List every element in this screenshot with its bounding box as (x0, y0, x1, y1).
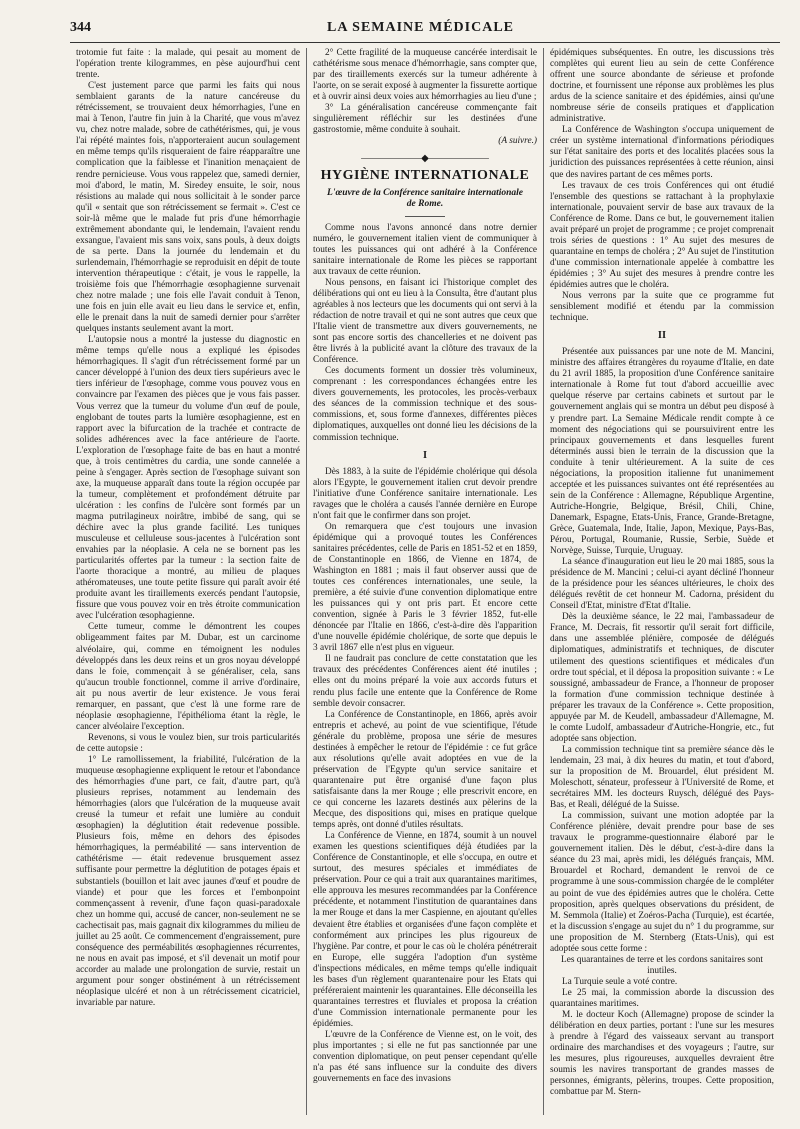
paragraph: L'autopsie nous a montré la justesse du diagnostic en même temps qu'elle nous a expliqué les épisodes hémorrhagiques. Il s'agit d'un rétrécissement formé par un cancer développé à l'union des deux tiers supérieurs avec le tiers inférieur de l'œsophage, comme vous pouvez vous en convaincre par l'examen des pièces que je vous fais passer. Vous verrez que la tumeur du volume d'un œuf de poule, englobant de toutes parts la lumière œsophagienne, est en rapport avec la bifurcation de la trachée et contracte de solides adhérences avec la face antérieure de l'aorte. L'exploration de l'œsophage faite de bas en haut a montré que, à trois centimètres du cardia, une sonde cannelée a peine à s'engager. Après section de l'œsophage suivant son axe, la muqueuse apparaît dans toute la région occupée par la tumeur, complètement et profondément détruite par ulcération : les confins de l'ulcère sont formés par un magma putrilagineux noirâtre, imbibé de sang, qui se déchire avec la plus grande facilité. Les tuniques musculeuse et celluleuse sous-jacentes à l'ulcération sont envahies par la néoplasie. A cela ne se bornent pas les particularités offertes par la tumeur : la section faite de l'aorte thoracique a montré, au milieu de plaques athéromateuses, une toute petite fissure qui paraît avoir été produite avant les tiraillements exercés pendant l'autopsie, fissure que vous pouvez voir en très étroite communication avec l'ulcération œsophagienne. (76, 335, 300, 622)
paragraph: Ces documents forment un dossier très volumineux, comprenant : les correspondances échangées entre les divers gouvernements, les protocoles, les procès-verbaux des séances de la commission technique et des sous-commissions, et, sous forme d'annexes, différentes pièces diplomatiques, auxquelles ont donné lieu les décisions de la commission technique. (313, 366, 537, 443)
paragraph: M. le docteur Koch (Allemagne) propose de scinder la délibération en deux parties, portant : l'une sur les mesures à prendre à l'égard des vaisseaux servant au transport ordinaire des marchandises et des voyageurs ; l'autre, sur les mesures, plus rigoureuses, auxquelles devraient être soumis les navires transportant de grandes masses de personnes, émigrants, pèlerins, troupes. Cette proposition, combattue par M. Stern- (550, 1010, 774, 1098)
paragraph: C'est justement parce que parmi les faits qui nous semblaient garants de la nature cancéreuse du rétrécissement, se trouvaient deux hémorrhagies, l'une en mai à Tenon, l'autre fin juin à la Charité, que vous m'avez vu, chez notre malade, sobre de cathétérismes, qui, je vous l'ai répété maintes fois, n'apporteraient aucun soulagement en même temps qu'ils risqueraient de faire réapparaître une complication que la faiblesse et l'inanition menaçaient de rendre pernicieuse. Vous vous rappelez que, samedi dernier, moi d'abord, le matin, M. Siredey ensuite, le soir, nous résistions au malade qui nous sollicitait à le sonder parce qu'il « sentait que son rétrécissement se fermait ». C'est ce soir-là même que le malade fut pris d'une hémorrhagie extrêmement abondante qui, le lendemain, l'avaient rendu exsangue, l'avaient mis sans voix, sans pouls, à deux doigts de sa perte. Dans la journée du lendemain et du surlendemain, l'hémorrhagie se reproduisit en dépit de toute intervention thérapeutique : c'était, je vous le rappelle, la troisième fois que l'hémorrhagie œsophagienne survenait chez notre malade ; une fois elle l'avait conduit à Tenon, une fois en juin elle avait eu lieu dans le service et, enfin, elle le prenait dans la nuit de samedi dernier pour s'arrêter quelques instants seulement avant la mort. (76, 81, 300, 335)
paragraph: Nous verrons par la suite que ce programme fut sensiblement modifié et étendu par la commission technique. (550, 291, 774, 324)
column-2 (306, 48, 543, 1115)
paragraph: Le 25 mai, la commission aborde la discussion des quarantaines maritimes. (550, 987, 774, 1009)
paragraph: trotomie fut faite : la malade, qui pesait au moment de l'opération trente kilogrammes, en pèse aujourd'hui cent trente. (76, 48, 300, 81)
paragraph: Dès 1883, à la suite de l'épidémie cholérique qui désola alors l'Egypte, le gouvernement italien crut devoir prendre l'initiative d'une Conférence sanitaire internationale. Les ravages que le choléra a causés l'année dernière en Europe n'ont fait que le confirmer dans son projet. (313, 466, 537, 521)
text-columns (70, 48, 780, 1115)
paragraph: La commission technique tint sa première séance dès le lendemain, 23 mai, à dix heures du matin, et tout d'abord, sur la proposition de M. Brouardel, élut président M. Moleschott, sénateur, professeur à l'Université de Rome, et secrétaires MM. les docteurs Ruysch, délégué des Pays-Bas, et Reali, délégué de la Suisse. (550, 744, 774, 811)
column-3 (543, 48, 780, 1115)
section-subtitle: L'œuvre de la Conférence sanitaire internationale de Rome. (326, 187, 524, 209)
divider (405, 216, 445, 217)
paragraph: 1° Le ramollissement, la friabilité, l'ulcération de la muqueuse œsophagienne expliquent le retour et l'abondance des hémorrhagies d'une part, ce fait, d'autre part, qu'à plusieurs reprises, notamment au lendemain des hémorrhagies (alors que l'ulcération de la muqueuse avait creusé la tumeur et refait une lumière au conduit œsophagien) la déglutition était redevenue possible. Plusieurs fois, même en dehors des épisodes hémorrhagiques, la perméabilité — sans intervention de cathétérisme — était redevenue brusquement assez suffisante pour permettre la déglutition de potages épais et substantiels (bouillon et lait avec jaunes d'œuf et poudre de viande) et pour que les forces et l'embonpoint commençassent à revenir, d'une façon quasi-paradoxale chez un homme qui, accusé de cancer, non-seulement ne se cachectisait pas, mais gagnait dix kilogrammes du milieu de juillet au 25 août. Ce commencement d'engraissement, pure conséquence des perméabilités œsophagiennes récurrentes, ne nous en avait pas imposé, et s'il devenait un motif pour accorder au malade une prolongation de survie, restait un argument pour songer obstinément à un rétrécissement néoplasique ulcéré et non à un rétrécissement cicatriciel, invariable par nature. (76, 755, 300, 1009)
paragraph: La Conférence de Vienne, en 1874, soumit à un nouvel examen les questions scientifiques déjà étudiées par la Conférence de Constantinople, et elle s'occupa, en outre et surtout, des mesures spéciales et immédiates de préservation. Pour ce qui a trait aux quarantaines maritimes, elle approuva les mesures recommandées par la Conférence précédente, et notamment l'institution de quarantaines dans la mer Rouge et dans la mer Caspienne, en ajoutant qu'elles devaient être établies et organisées d'une façon complète et conformément aux principes les plus rigoureux de l'hygiène. Par contre, et pour le cas où le choléra pénétrerait en Europe, elle suggéra l'adoption d'un système d'inspections médicales, en même temps qu'elle indiquait les bases d'un règlement quarantenaire pour les Etats qui préféreraient maintenir les quarantaines. Elle déconseilla les quarantaines terrestres et fluviales et proposa la création d'une Commission internationale permanente pour les épidémies. (313, 831, 537, 1029)
paragraph: 3° La généralisation cancéreuse commençante fait singulièrement réfléchir sur les destinées d'une gastrostomie, même conduite à souhait. (313, 103, 537, 136)
paragraph: La commission, suivant une motion adoptée par la Conférence plénière, devait prendre pour base de ses travaux le programme-questionnaire élaboré par le gouvernement italien. Dès le début, c'est-à-dire dans la séance du 23 mai, après midi, les délégués français, MM. Brouardel et Rochard, demandent le renvoi de ce programme à une sous-commission chargée de le compléter au point de vue des épidémies autres que le choléra. Cette proposition, après quelques observations du président, de M. Semmola (Italie) et Zoéros-Pacha (Turquie), est écartée, et la discussion s'engage au sujet du n° 1 du programme, sur une proposition de M. Sternberg (Etats-Unis), qui est adoptée sous cette forme : (550, 811, 774, 954)
page-number: 344 (70, 20, 91, 35)
page-header (70, 20, 780, 43)
section-number: II (657, 330, 667, 342)
paragraph: 2° Cette fragilité de la muqueuse cancérée interdisait le cathétérisme sous menace d'hémorrhagie, sans compter que, par des tiraillements exercés sur la tumeur adhérente à l'aorte, on se serait exposé à augmenter la fissurette aortique et à ouvrir ainsi deux voies aux hémorrhagies au lieu d'une ; (313, 48, 537, 103)
paragraph: Dès la deuxième séance, le 22 mai, l'ambassadeur de France, M. Decrais, fit ressortir qu'il serait fort difficile, dans une assemblée plénière, composée de délégués diplomatiques, administratifs et techniques, de discuter utilement des questions scientifiques et médicales d'un ordre tout spécial, et il déposa la proposition suivante : « Le soussigné, ambassadeur de France, a l'honneur de proposer la formation d'une commission technique destinée à préparer les travaux de la Conférence ». Cette proposition, appuyée par M. de Keudell, ambassadeur d'Allemagne, M. le comte Ludolf, ambassadeur d'Autriche-Hongrie, etc., fut adoptée sans objection. (550, 612, 774, 744)
paragraph: On remarquera que c'est toujours une invasion épidémique qui a provoqué toutes les Conférences sanitaires précédentes, celle de Paris en 1851-52 et en 1859, de Constantinople en 1866, de Vienne en 1874, de Washington en 1881 ; mais il faut observer aussi que de toutes ces conférences internationales, une seule, la première, a été suivie d'une convention diplomatique entre les puissances qui y ont pris part. Et encore cette convention, signée à Paris le 3 février 1852, fut-elle dénoncée par l'Italie en 1866, c'est-à-dire dès l'apparition d'une nouvelle épidémie cholérique, de sorte que depuis le 3 avril 1867 elle n'est plus en vigueur. (313, 521, 537, 654)
paragraph: Revenons, si vous le voulez bien, sur trois particularités de cette autopsie : (76, 732, 300, 754)
section-number: I (422, 449, 428, 461)
paragraph: La Turquie seule a voté contre. (562, 976, 678, 987)
paragraph: L'œuvre de la Conférence de Vienne est, on le voit, des plus importantes ; si elle ne fut pas sanctionnée par une convention diplomatique, on peut penser cependant qu'elle n'a pas été sans influence sur la conduite des divers gouvernements en face des invasions (313, 1029, 537, 1085)
paragraph: La Conférence de Constantinople, en 1866, après avoir entrepris et achevé, au point de vue scientifique, l'étude générale du problème, proposa une série de mesures destinées à empêcher le retour de l'épidémie : ce fut grâce aux résolutions qu'elle avait adoptées en vue de la préservation de l'Egypte qu'un service sanitaire et quarantenaire put être organisé d'une façon plus satisfaisante dans la mer Rouge ; elle prescrivit encore, en ce qui concerne les lazarets destinés aux pèlerins de la Mecque, des dispositions qui, mises en pratique quelque temps après, ont donné d'utiles résultats. (313, 709, 537, 831)
paragraph: épidémiques subséquentes. En outre, les discussions très complètes qui eurent lieu au sein de cette Conférence offrent une source abondante de sérieuse et profonde doctrine, et fournissent une réponse aux problèmes les plus ardus de la science sanitaire et des épidémies, ainsi qu'une nombreuse série de conseils pratiques et d'application administrative. (550, 48, 774, 125)
paragraph: Comme nous l'avons annoncé dans notre dernier numéro, le gouvernement italien vient de communiquer à toutes les puissances qui ont adhéré à la Conférence sanitaire internationale de Rome les pièces se rapportant aux travaux de cette réunion. (313, 222, 537, 277)
suite-note: (A suivre.) (498, 136, 537, 147)
paragraph: Les travaux de ces trois Conférences qui ont étudié l'ensemble des questions se rattachant à la prophylaxie internationale, pouvaient servir de base aux travaux de la Conférence de Rome. Dans ce but, le gouvernement italien avait préparé un projet de programme ; ce projet comprenait trois séries de questions : 1° Au sujet des mesures de quarantaine en temps de choléra ; 2° Au sujet de l'institution d'une commission internationale appelée à combattre les épidémies ; 3° Au sujet des mesures à prendre contre les épidémies autres que le choléra. (550, 180, 774, 290)
paragraph: Nous pensons, en faisant ici l'historique complet des délibérations qui ont eu lieu à la Consulta, être d'autant plus agréables à nos lecteurs que les documents qui ont servi à la rédaction de notre travail et qui ne sont autres que ceux que l'Italie vient de transmettre aux divers gouvernements, ne sont pas encore sortis des chancelleries et ne doivent pas être livrés à la publicité avant la clôture des travaux de la Conférence. (313, 277, 537, 366)
paragraph: La séance d'inauguration eut lieu le 20 mai 1885, sous la présidence de M. Mancini ; celui-ci ayant décliné l'honneur de la présidence pour les séances ultérieures, le choix des délégués revêtit de cet honneur M. Cadorna, président du Conseil d'Etat, ministre d'Etat d'Italie. (550, 557, 774, 612)
column-1 (70, 48, 306, 1115)
paragraph: Les quarantaines de terre et les cordons sanitaires sont inutiles. (561, 954, 763, 976)
paragraph: Il ne faudrait pas conclure de cette constatation que les travaux des précédentes Conférences aient été inutiles ; elles ont du moins préparé la voie aux accords futurs et rendu plus facile une entente que la Conférence de Rome semble devoir consacrer. (313, 654, 537, 709)
paragraph: Cette tumeur, comme le démontrent les coupes obligeamment faites par M. Dubar, est un carcinome alvéolaire, qui, comme en témoignent les nodules développés dans les deux reins et un gros noyau développé dans le foie, commençait à se généraliser, cela, sans qu'aucun trouble fonctionnel, comme il arrive d'ordinaire, ait pu nous avertir de leur existence. Je vous ferai remarquer, en passant, que c'est là une forme rare de néoplasie œsophagienne, l'épithélioma étant la règle, le cancer alvéolaire l'exception. (76, 622, 300, 732)
paragraph: Présentée aux puissances par une note de M. Mancini, ministre des affaires étrangères du royaume d'Italie, en date du 21 avril 1885, la proposition d'une Conférence sanitaire internationale à Rome fut tout d'abord accueillie avec quelque réserve par certains cabinets et surtout par le gouvernement anglais qui se montra un début peu disposé à y prendre part. La Semaine Médicale rendit compte à ce moment des négociations qui se poursuivirent entre les principaux gouvernements et dans lesquelles furent déterminés aussi bien le terrain de la discussion que la conduite à tenir ultérieurement. A la suite de ces négociations, la proposition italienne fut unanimement acceptée et les puissances suivantes ont été représentées au sein de la Conférence : Allemagne, République Argentine, Autriche-Hongrie, Belgique, Brésil, Chili, Chine, Danemark, Espagne, Etats-Unis, France, Grande-Bretagne, Grèce, Guatemala, Inde, Italie, Japon, Mexique, Pays-Bas, Pérou, Portugal, Roumanie, Russie, Serbie, Suède et Norvège, Suisse, Turquie, Uruguay. (550, 347, 774, 557)
ornament-divider: ——————◆—————— (361, 153, 489, 165)
journal-title: LA SEMAINE MÉDICALE (326, 20, 515, 35)
paragraph: La Conférence de Washington s'occupa uniquement de créer un système international d'informations périodiques sur l'état sanitaire des ports et des localités placées sous la juridiction des puissances représentées à cette réunion, ainsi que des navires partant de ces mêmes ports. (550, 125, 774, 180)
section-title: HYGIÈNE INTERNATIONALE (320, 168, 530, 184)
